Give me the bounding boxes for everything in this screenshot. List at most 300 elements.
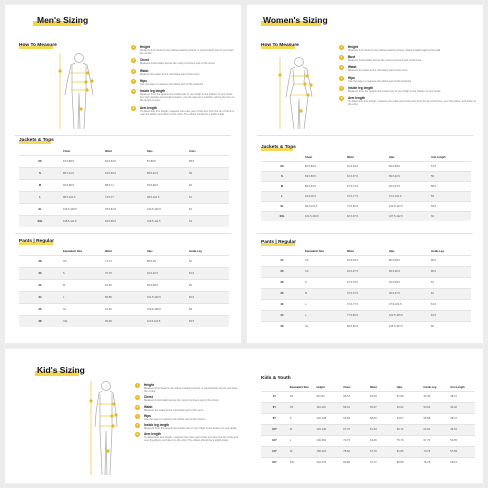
mens-pants-table	[19, 249, 229, 327]
table-row	[19, 179, 229, 191]
table-cell: 103.5-106.5	[61, 203, 103, 215]
table-cell: 80.5	[429, 255, 471, 266]
measure-number-badge: 3	[340, 65, 343, 70]
measure-item	[131, 58, 237, 65]
table-cell: 86.5-89.5	[387, 255, 429, 266]
measure-item	[131, 79, 237, 86]
table-cell: 64.5-67.5	[345, 266, 387, 277]
measure-name: Hips	[140, 78, 147, 83]
womens-jackets-table	[261, 155, 471, 221]
table-cell: XS	[61, 255, 103, 267]
table-cell: 62	[187, 203, 229, 215]
table-cell: 67.5-72.5	[345, 181, 387, 191]
table-cell: 85-89	[395, 457, 422, 468]
table-row	[19, 279, 229, 291]
table-row	[261, 299, 471, 310]
measure-description: Measure horizontally across the most prominent part of the chest.	[144, 399, 220, 403]
table-cell: 81-83	[103, 279, 145, 291]
measure-name: Hips	[348, 75, 355, 80]
table-cell: XXL	[61, 315, 103, 327]
table-cell: 63-65	[341, 413, 368, 424]
table-cell: 83	[187, 303, 229, 315]
table-cell: 71-73	[103, 255, 145, 267]
column-header: Arm Length	[431, 156, 446, 160]
table-cell: 98.5-101.5	[61, 191, 103, 203]
table-cell: 88.5-91.5	[145, 167, 187, 179]
size-label-cell: 32	[19, 279, 61, 291]
womens-measure-list	[339, 45, 477, 109]
size-label-cell: S	[261, 171, 303, 181]
measure-name: Bust	[348, 55, 356, 60]
table-cell: 103.5-106.5	[145, 203, 187, 215]
table-row	[261, 288, 471, 299]
table-row	[261, 255, 471, 266]
size-label-cell: 30	[19, 267, 61, 279]
table-cell: 59	[187, 167, 229, 179]
measure-number-badge: 6	[136, 432, 139, 437]
table-cell: M	[288, 424, 315, 435]
measure-number-badge: 1	[340, 45, 343, 49]
table-row	[19, 303, 229, 315]
table-cell: 86-88	[103, 291, 145, 303]
size-label-cell: XS	[261, 161, 303, 171]
kids-body-figure-icon	[89, 379, 123, 479]
table-cell: 83.5-86.5	[103, 215, 145, 227]
table-cell: XS	[303, 255, 345, 266]
measure-name: Hips	[144, 413, 151, 418]
table-cell: 89.5-92.5	[387, 266, 429, 277]
table-cell: XS	[288, 391, 315, 402]
table-cell: 60	[429, 211, 471, 221]
table-cell: L	[288, 435, 315, 446]
table-cell: 59-61	[448, 457, 475, 468]
size-label-cell: 8Y	[261, 413, 288, 424]
measure-item	[339, 76, 477, 83]
table-cell: 158-164	[315, 446, 342, 457]
measure-number-badge: 3	[132, 68, 135, 73]
table-cell: 97.5-102.5	[387, 191, 429, 201]
table-cell: 72.5-77.5	[345, 191, 387, 201]
size-label-cell: 14Y	[261, 446, 288, 457]
table-cell: 111.5-113.5	[145, 315, 187, 327]
measure-description: Measure from the uppermost inside part of your thigh to the bottom of your ankle. For high rise/low rise length trousers, use the tape as it matches where the hem of the length comes.	[140, 93, 235, 103]
measure-description: To determine arm length, measure the outer part of the arm from the tip of the arm, over the elbow, and down to the wrist. The elbow should be a slight angle.	[144, 436, 239, 443]
column-header: Chest	[63, 150, 71, 154]
table-cell: 80.5-83.5	[303, 161, 345, 171]
measure-name: Arm length	[144, 432, 161, 437]
measure-description: Measure from head to toe without wearing shoes. A sports band may be put down the center.	[144, 387, 238, 394]
table-cell: 97.5-102.5	[387, 299, 429, 310]
table-row	[19, 167, 229, 179]
table-cell: 59	[429, 191, 471, 201]
table-cell: 87.5-88.5	[61, 155, 103, 167]
table-cell: S	[303, 277, 345, 288]
measure-description: Use the tape to measure the fullest part of the buttocks.	[348, 79, 412, 83]
measure-description: Measure the waist at the narrowest part of the torso.	[144, 408, 204, 412]
size-label-cell: S	[19, 167, 61, 179]
how-to-measure-heading: How To Measure	[261, 43, 299, 48]
table-cell: 91-93	[103, 303, 145, 315]
measure-number-badge: 2	[136, 395, 139, 400]
column-header: Arms	[189, 150, 196, 154]
table-row	[261, 181, 471, 191]
table-cell: 55-57	[368, 402, 395, 413]
measure-number-badge: 4	[340, 75, 343, 80]
measure-number-badge: 4	[136, 413, 139, 418]
size-label-cell: 12Y	[261, 435, 288, 446]
table-row	[19, 191, 229, 203]
table-cell: 63.5-66.5	[103, 167, 145, 179]
measure-number-badge: 6	[132, 105, 135, 110]
size-label-cell: 38	[19, 315, 61, 327]
table-cell: 102.5-107.5	[387, 201, 429, 211]
measure-name: Waist	[348, 65, 357, 70]
table-row	[261, 435, 475, 446]
measure-description: To determine arm length, measure the outer part of the arm from the tip of the arm, over the elbow, and down to the wrist. The elbow should be a slight angle.	[140, 109, 235, 116]
measure-description: Measure horizontally across the most prominent part of the chest.	[140, 62, 216, 66]
measure-item	[339, 96, 477, 106]
measure-name: Chest	[140, 58, 149, 63]
measure-name: Waist	[144, 404, 153, 409]
table-cell: 82-86	[341, 457, 368, 468]
table-cell: 96.5-98.5	[145, 279, 187, 291]
table-cell: 60-62	[395, 402, 422, 413]
size-label-cell: 36	[261, 321, 303, 332]
table-cell: 53-55	[448, 435, 475, 446]
size-label-cell: M	[19, 179, 61, 191]
table-cell: 122-128	[315, 413, 342, 424]
measure-item	[135, 405, 239, 412]
table-cell: 64-67	[395, 413, 422, 424]
table-cell: 110-116	[315, 402, 342, 413]
table-cell: 67-70	[422, 435, 449, 446]
table-cell: 77.5-82.5	[345, 201, 387, 211]
table-cell: 72.5-77.5	[345, 299, 387, 310]
how-to-measure-heading: How To Measure	[19, 43, 57, 48]
table-cell: M	[61, 279, 103, 291]
table-cell: 80.5-82.5	[345, 321, 387, 332]
table-row	[19, 215, 229, 227]
column-header: Hips	[389, 250, 395, 254]
measure-item	[135, 432, 239, 442]
pants-regular-heading: Pants | Regular	[19, 239, 54, 244]
measure-description: Use the tape to measure the fullest part of the bottom.	[144, 417, 206, 421]
table-row	[261, 402, 475, 413]
table-cell: XS	[288, 402, 315, 413]
measure-description: Measure the waist at the narrowest part of the torso.	[140, 72, 200, 76]
table-cell: 78.5-81.5	[103, 203, 145, 215]
divider	[257, 135, 473, 136]
table-cell: 40-42	[448, 402, 475, 413]
divider	[15, 233, 231, 234]
column-header: Hips	[147, 250, 153, 254]
table-cell: S	[61, 267, 103, 279]
measure-item	[135, 383, 239, 393]
measure-name: Waist	[140, 68, 149, 73]
measure-number-badge: 1	[132, 45, 135, 49]
table-cell: 73.5-77	[103, 191, 145, 203]
table-cell: S	[288, 413, 315, 424]
measure-name: Height	[348, 45, 358, 49]
table-cell: 108.5-111.5	[61, 215, 103, 227]
measure-name: Inside leg length	[140, 89, 166, 94]
table-cell: 95.5-97.5	[387, 288, 429, 299]
measure-item	[339, 86, 477, 93]
table-row	[19, 267, 229, 279]
table-cell: 68.5-71	[103, 179, 145, 191]
table-cell: 56-58	[422, 413, 449, 424]
measure-description: Measure from head to toe without wearing shoes. Stand straight against the wall.	[348, 49, 441, 52]
table-cell: 64-66	[368, 435, 395, 446]
measure-name: Height	[144, 383, 154, 387]
table-cell: 58.5	[187, 155, 229, 167]
size-label-cell: M	[261, 181, 303, 191]
table-cell: 86.5-89.5	[387, 161, 429, 171]
table-cell: 62.5-63.5	[103, 155, 145, 167]
table-row	[261, 391, 475, 402]
column-header: Inside Leg	[423, 386, 437, 390]
table-cell: 81	[429, 277, 471, 288]
table-cell: 57.5	[429, 161, 471, 171]
table-cell: 61.5-64.5	[345, 255, 387, 266]
measure-name: Arm length	[140, 105, 157, 110]
table-cell: 98.5-101.5	[145, 191, 187, 203]
table-cell: 36-37	[448, 391, 475, 402]
size-label-cell: 32	[261, 299, 303, 310]
table-cell: 93.5-96.5	[145, 179, 187, 191]
table-row	[261, 266, 471, 277]
table-cell: 81	[429, 288, 471, 299]
table-cell: 73-76	[422, 446, 449, 457]
table-row	[261, 211, 471, 221]
measure-item	[135, 395, 239, 402]
size-label-cell: 24	[261, 255, 303, 266]
size-label-cell: 34	[261, 310, 303, 321]
table-cell: 75-79	[395, 435, 422, 446]
column-header: Waist	[347, 156, 354, 160]
table-cell: 80.5	[429, 266, 471, 277]
table-row	[261, 161, 471, 171]
table-cell: 96-98	[103, 315, 145, 327]
table-cell: 96.5-101.5	[303, 201, 345, 211]
column-header: Waist	[370, 386, 377, 390]
table-row	[19, 255, 229, 267]
table-row	[261, 457, 475, 468]
column-header: Equivalent Size	[289, 386, 309, 390]
table-cell: 70.5-72.5	[345, 288, 387, 299]
measure-number-badge: 6	[340, 96, 343, 101]
size-label-cell: 10Y	[261, 424, 288, 435]
column-header: Waist	[347, 250, 354, 254]
table-cell: 81	[187, 255, 229, 267]
table-cell: 81.5	[187, 267, 229, 279]
measure-item	[131, 45, 237, 55]
table-cell: XL	[288, 446, 315, 457]
measure-item	[339, 45, 477, 52]
table-row	[261, 321, 471, 332]
table-row	[261, 277, 471, 288]
table-cell: 61	[187, 191, 229, 203]
size-label-cell: XS	[19, 155, 61, 167]
measure-item	[135, 423, 239, 430]
table-cell: 81.5	[429, 310, 471, 321]
table-cell: 108.5-111.5	[145, 215, 187, 227]
table-cell: 58	[429, 171, 471, 181]
table-row	[19, 155, 229, 167]
jackets-tops-heading: Jackets & Tops	[19, 138, 54, 143]
table-cell: 164-170	[315, 457, 342, 468]
column-header: Hips	[396, 386, 403, 390]
table-cell: 78-82	[341, 446, 368, 457]
table-cell: 61.5-64.5	[345, 161, 387, 171]
size-label-cell: 16Y	[261, 457, 288, 468]
table-cell: 58.5	[429, 181, 471, 191]
size-label-cell: 6Y	[261, 402, 288, 413]
table-cell: XL	[61, 303, 103, 315]
size-label-cell: 28	[19, 255, 61, 267]
size-label-cell: 26	[261, 266, 303, 277]
measure-number-badge: 5	[136, 423, 139, 428]
measure-number-badge: 1	[136, 383, 139, 387]
table-cell: 57-58	[395, 391, 422, 402]
table-cell: 44-46	[422, 391, 449, 402]
measure-item	[339, 55, 477, 62]
table-cell: 81.5	[429, 299, 471, 310]
measure-number-badge: 2	[132, 58, 135, 63]
table-cell: 99-104	[315, 391, 342, 402]
column-header: Equivalent Size	[63, 250, 83, 254]
measure-description: Measure from the uppermost inside part of your thigh to the bottom of your ankle.	[348, 89, 442, 93]
table-cell: 146-152	[315, 435, 342, 446]
column-header: Equivalent Size	[305, 250, 325, 254]
table-cell: 67.5-70.5	[345, 277, 387, 288]
measure-name: Inside leg length	[144, 423, 170, 428]
table-row	[19, 315, 229, 327]
table-cell: 60	[187, 179, 229, 191]
panel-title: Women's Sizing	[263, 15, 328, 25]
mens-body-figure-icon	[57, 51, 101, 131]
size-label-cell: XL	[19, 203, 61, 215]
table-row	[261, 201, 471, 211]
table-cell: 88.5-90	[145, 255, 187, 267]
column-header: Hips	[147, 150, 153, 154]
mens-jackets-table	[19, 149, 229, 227]
measure-item	[135, 414, 239, 421]
size-label-cell: XXL	[261, 211, 303, 221]
table-cell: 91.5-96.5	[303, 191, 345, 201]
size-label-cell: 28	[261, 277, 303, 288]
size-label-cell: L	[261, 191, 303, 201]
table-cell: 82.5	[187, 291, 229, 303]
measure-number-badge: 3	[136, 404, 139, 409]
table-row	[261, 191, 471, 201]
kids-youth-table	[261, 385, 475, 468]
measure-description: Measure from head to toe without wearing shoes. A sports band may be put down the center.	[140, 49, 234, 56]
table-row	[261, 171, 471, 181]
table-cell: 81-85	[395, 446, 422, 457]
table-cell: 76-78	[422, 457, 449, 468]
mens-measure-list	[131, 45, 237, 119]
measure-item	[339, 65, 477, 72]
table-cell: 82	[429, 321, 471, 332]
table-cell: 64.5-67.5	[345, 171, 387, 181]
size-label-cell: 34	[19, 291, 61, 303]
table-cell: 63	[187, 215, 229, 227]
table-cell: 70-72	[368, 457, 395, 468]
table-cell: XXL	[288, 457, 315, 468]
table-cell: 106.5-108.5	[145, 303, 187, 315]
table-cell: L	[303, 310, 345, 321]
table-cell: 62-64	[422, 424, 449, 435]
mens-sizing-panel	[5, 5, 241, 343]
table-cell: 91.5-93.5	[145, 267, 187, 279]
measure-number-badge: 2	[340, 55, 343, 60]
womens-sizing-panel	[247, 5, 483, 343]
table-cell: 102.5-105.5	[387, 310, 429, 321]
column-header: Chest	[305, 156, 313, 160]
table-cell: 88.5-91.5	[61, 167, 103, 179]
measure-name: Height	[140, 45, 150, 49]
measure-name: Chest	[144, 395, 153, 400]
womens-pants-table	[261, 249, 471, 332]
pants-regular-heading: Pants | Regular	[261, 240, 296, 245]
measure-number-badge: 5	[132, 89, 135, 94]
measure-description: Use the tape to measure the fullest part of the buttocks.	[140, 82, 204, 86]
table-cell: 58-60	[368, 413, 395, 424]
table-cell: XS	[303, 266, 345, 277]
table-cell: 107.5-112.5	[387, 211, 429, 221]
table-row	[261, 413, 475, 424]
table-cell: 87-88.5	[145, 155, 187, 167]
column-header: Waist	[105, 150, 112, 154]
measure-description: Measure the waist at the narrowest part of the torso.	[348, 69, 408, 73]
measure-item	[131, 69, 237, 76]
table-cell: 67-70	[341, 424, 368, 435]
table-cell: M	[303, 288, 345, 299]
table-cell: 134-140	[315, 424, 342, 435]
table-cell: 72-76	[341, 435, 368, 446]
table-cell: 49-51	[448, 424, 475, 435]
divider	[257, 233, 473, 234]
table-cell: 93.5-96.5	[61, 179, 103, 191]
panel-title: Kid's Sizing	[37, 365, 85, 375]
column-header: Height	[316, 386, 325, 390]
table-cell: 50-52	[422, 402, 449, 413]
table-cell: 56-57	[341, 391, 368, 402]
measure-name: Arm length	[348, 96, 365, 101]
table-cell: 89.5-92.5	[387, 171, 429, 181]
measure-description: To determine arm length, measure the outer part of the arm from the tip of the arm, over the elbow, and down to the wrist.	[348, 100, 476, 107]
table-cell: 67-70	[368, 446, 395, 457]
table-cell: L	[303, 299, 345, 310]
table-row	[261, 424, 475, 435]
size-label-cell: XL	[261, 201, 303, 211]
table-cell: 77.5-80.5	[345, 310, 387, 321]
size-label-cell: 4Y	[261, 391, 288, 402]
column-header: Inside Leg	[431, 250, 444, 254]
size-label-cell: 36	[19, 303, 61, 315]
table-row	[19, 203, 229, 215]
divider	[15, 135, 231, 136]
column-header: Chest	[343, 386, 351, 390]
kids-sizing-panel	[5, 349, 483, 483]
size-label-cell: L	[19, 191, 61, 203]
size-label-cell: XXL	[19, 215, 61, 227]
table-cell: XL	[303, 321, 345, 332]
column-header: Waist	[105, 250, 112, 254]
table-cell: 69-72	[395, 424, 422, 435]
table-cell: 59.5	[429, 201, 471, 211]
